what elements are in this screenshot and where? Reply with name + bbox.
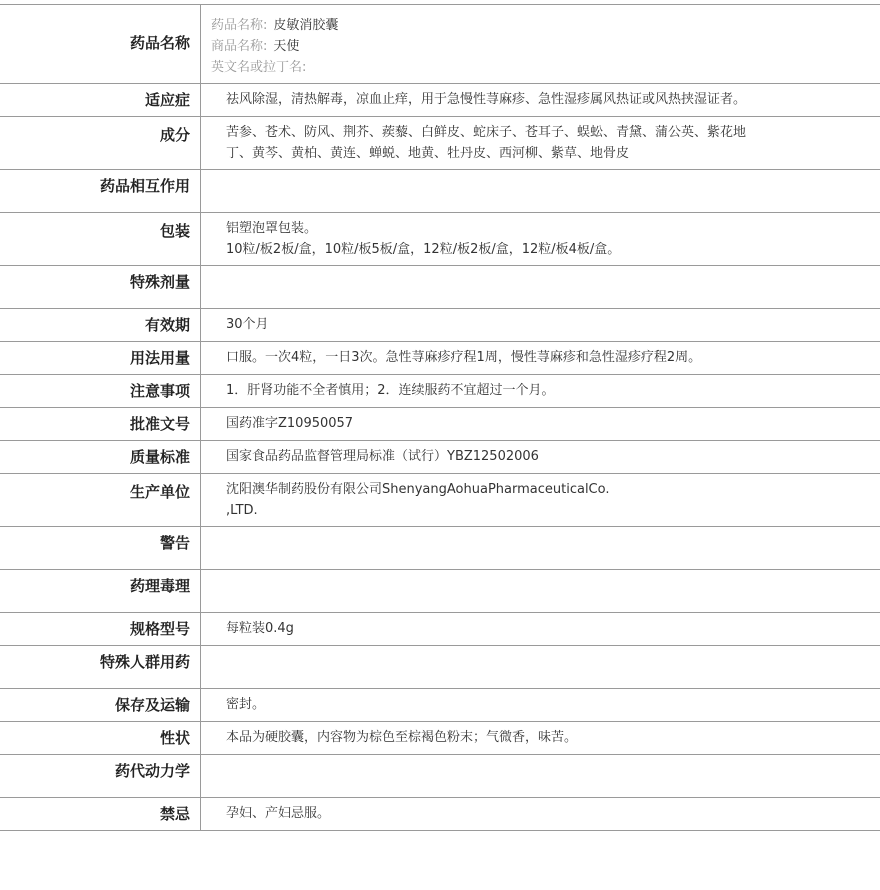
row-label: 特殊剂量	[0, 266, 201, 309]
generic-name-key: 药品名称:	[211, 18, 268, 33]
row-ingredients	[0, 117, 880, 170]
row-special-dosage	[0, 266, 880, 309]
row-value: 1．肝肾功能不全者慎用；2．连续服药不宜超过一个月。	[201, 375, 880, 408]
row-value	[201, 570, 880, 613]
packaging-line-2: 10粒/板2板/盒，10粒/板5板/盒，12粒/板2板/盒，12粒/板4板/盒。	[226, 242, 621, 257]
row-value: 孕妇、产妇忌服。	[201, 798, 880, 831]
row-label: 保存及运输	[0, 689, 201, 722]
row-value: 密封。	[201, 689, 880, 722]
row-label: 药品名称	[0, 5, 201, 84]
row-value	[201, 527, 880, 570]
row-warning	[0, 527, 880, 570]
row-label: 批准文号	[0, 408, 201, 441]
row-approval-number	[0, 408, 880, 441]
row-manufacturer	[0, 474, 880, 527]
row-drug-name	[0, 5, 880, 84]
row-packaging	[0, 213, 880, 266]
row-value: 30个月	[201, 309, 880, 342]
row-value	[201, 646, 880, 689]
row-value: 本品为硬胶囊，内容物为棕色至棕褐色粉末；气微香，味苦。	[201, 722, 880, 755]
drug-spec-table	[0, 4, 880, 831]
ingredients-line-2: 丁、黄芩、黄柏、黄连、蝉蜕、地黄、牡丹皮、西河柳、紫草、地骨皮	[226, 146, 630, 161]
row-value: 每粒装0.4g	[201, 613, 880, 646]
row-value: 国药准字Z10950057	[201, 408, 880, 441]
latin-name-key: 英文名或拉丁名:	[211, 60, 307, 75]
row-quality-standard	[0, 441, 880, 474]
generic-name-value: 皮敏消胶囊	[273, 18, 339, 33]
row-label: 适应症	[0, 84, 201, 117]
row-value: 祛风除湿，清热解毒，凉血止痒，用于急慢性荨麻疹、急性湿疹属风热证或风热挟湿证者。	[201, 84, 880, 117]
trade-name-line	[211, 36, 870, 57]
row-shelf-life	[0, 309, 880, 342]
row-label: 药品相互作用	[0, 170, 201, 213]
row-value	[201, 213, 880, 266]
trade-name-value: 天使	[273, 39, 300, 54]
row-precautions	[0, 375, 880, 408]
row-value	[201, 117, 880, 170]
row-label: 用法用量	[0, 342, 201, 375]
latin-name-line	[211, 57, 870, 78]
row-label: 注意事项	[0, 375, 201, 408]
drug-spec-sheet	[0, 4, 880, 831]
manufacturer-line-1: 沈阳澳华制药股份有限公司ShenyangAohuaPharmaceuticalCo.	[226, 482, 610, 497]
row-usage	[0, 342, 880, 375]
row-special-population	[0, 646, 880, 689]
row-pharmacology	[0, 570, 880, 613]
row-value	[201, 474, 880, 527]
row-contraindications	[0, 798, 880, 831]
row-value: 口服。一次4粒，一日3次。急性荨麻疹疗程1周，慢性荨麻疹和急性湿疹疗程2周。	[201, 342, 880, 375]
generic-name-line	[211, 15, 870, 36]
row-label: 药代动力学	[0, 755, 201, 798]
row-value	[201, 755, 880, 798]
row-label: 规格型号	[0, 613, 201, 646]
row-label: 性状	[0, 722, 201, 755]
row-label: 质量标准	[0, 441, 201, 474]
row-label: 生产单位	[0, 474, 201, 527]
row-storage	[0, 689, 880, 722]
ingredients-line-1: 苦参、苍术、防风、荆芥、蒺藜、白鲜皮、蛇床子、苍耳子、蜈蚣、青黛、蒲公英、紫花地	[226, 125, 747, 140]
row-specification	[0, 613, 880, 646]
row-indications	[0, 84, 880, 117]
row-label: 包装	[0, 213, 201, 266]
row-label: 警告	[0, 527, 201, 570]
row-label: 禁忌	[0, 798, 201, 831]
row-value	[201, 5, 880, 84]
manufacturer-line-2: ,LTD.	[226, 503, 258, 518]
row-label: 有效期	[0, 309, 201, 342]
row-label: 药理毒理	[0, 570, 201, 613]
row-label: 特殊人群用药	[0, 646, 201, 689]
row-pharmacokinetics	[0, 755, 880, 798]
trade-name-key: 商品名称:	[211, 39, 268, 54]
row-value: 国家食品药品监督管理局标准（试行）YBZ12502006	[201, 441, 880, 474]
row-description	[0, 722, 880, 755]
row-interactions	[0, 170, 880, 213]
packaging-line-1: 铝塑泡罩包装。	[226, 221, 318, 236]
row-value	[201, 266, 880, 309]
row-label: 成分	[0, 117, 201, 170]
row-value	[201, 170, 880, 213]
